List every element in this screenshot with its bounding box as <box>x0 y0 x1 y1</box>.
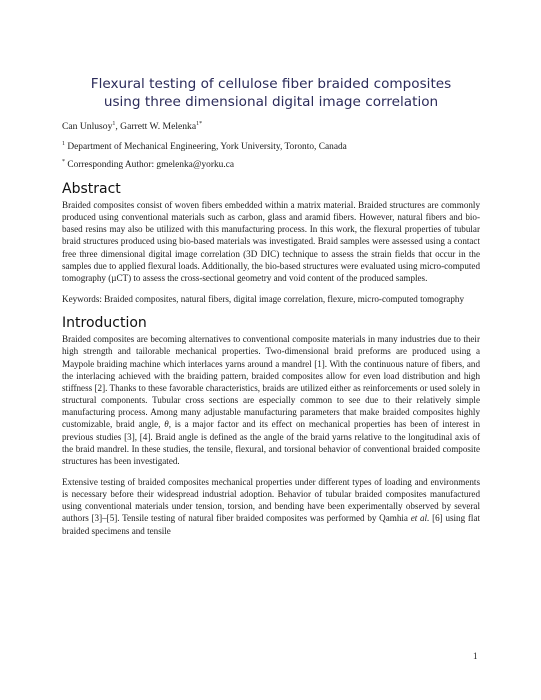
paper-page <box>62 0 480 537</box>
affiliation-text: Department of Mechanical Engineering, York University, Toronto, Canada <box>65 142 347 152</box>
author-name: Can Unlusoy <box>62 121 113 132</box>
theta-symbol: θ <box>164 419 169 430</box>
corresponding-marker: * <box>62 158 65 165</box>
abstract-text: Braided composites consist of woven fibers embedded within a matrix material. Braided structures are commonly produced using conventional materials such as carbon, glass and aramid fibers. However, natural fibers and bio-based resins may also be utilized with this manufacturing process. In this work, the flexural properties of tubular braid structures produced using bio-based materials was investigated. Braid samples were assessed using a contact free three dimensional digital image correlation (3D DIC) technique to assess the strain fields that occur in the samples due to applied flexural loads. Additionally, the bio-based structures were evaluated using micro-computed tomography (µCT) to assess the cross-sectional geometry and void content of the produced samples. <box>62 200 480 283</box>
paragraph-text: , is a major factor and its effect on mechanical properties has been of interest in previous studies [3], [4]. Braid angle is defined as the angle of the braid yarns relative to the longitudinal axis of the braid mandrel. In these studies, the tensile, flexural, and torsional behavior of conventional braided composite structures has been investigated. <box>62 419 480 466</box>
title-line-2: using three dimensional digital image correlation <box>103 94 439 110</box>
et-al: et al. <box>410 513 430 524</box>
paragraph-text: Braided composites are becoming alternatives to conventional composite materials in many industries due to their high strength and tailorable mechanical properties. Two-dimensional braid preforms are produced using a Maypole braiding machine which interlaces yarns around a mandrel [1]. With the continuous nature of fibers, and the interlacing achieved with the braiding pattern, braided composites allow for even load distribution and high stiffness [2]. Thanks to these favorable characteristics, braids are utilized either as reinforcements or used solely in structural components. Tubular cross sections are especially common to see due to their relatively simple manufacturing process. Among many adjustable manufacturing parameters that make braided composites highly customizable, braid angle, <box>62 334 480 430</box>
affiliation <box>62 141 480 153</box>
paragraph-text: [6] using flat braided specimens and tensile <box>62 513 481 536</box>
author-separator: , <box>115 121 121 132</box>
title-line-1: Flexural testing of cellulose fiber braided composites <box>90 76 452 92</box>
page-number: 1 <box>473 651 478 661</box>
corresponding-author <box>62 159 480 171</box>
introduction-heading: Introduction <box>62 315 147 332</box>
paragraph-text: Extensive testing of braided composites mechanical properties under different types of loading and environments is necessary before their widespread industrial adoption. Behavior of tubular braided composites manufactured using conventional materials under tension, torsion, and bending have been experimentally observed by several authors [3]–[5]. Tensile testing of natural fiber braided composites was performed by Qamhia <box>62 476 480 524</box>
abstract-heading: Abstract <box>62 181 121 197</box>
introduction-paragraph <box>62 476 480 537</box>
introduction-paragraph <box>62 333 480 467</box>
corresponding-text: Corresponding Author: gmelenka@yorku.ca <box>65 160 235 170</box>
keywords: Keywords: Braided composites, natural fibers, digital image correlation, flexure, micro-computed tomography <box>62 294 465 305</box>
author-list <box>62 121 480 133</box>
author-name: Garrett W. Melenka <box>120 121 197 132</box>
author-affiliation-marker: 1 <box>112 120 116 127</box>
affiliation-marker: 1 <box>62 140 65 147</box>
author-affiliation-marker: 1* <box>196 120 203 127</box>
paper-title <box>62 75 480 111</box>
